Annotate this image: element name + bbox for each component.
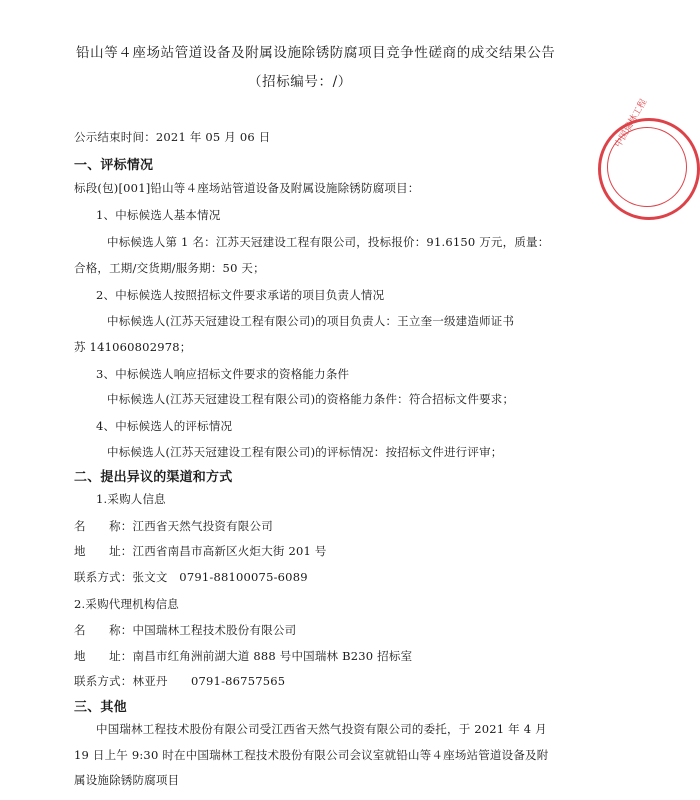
other-body-cont-2: 属设施除锈防腐项目 (74, 773, 180, 787)
company-seal: 中国瑞林工程 (598, 118, 700, 220)
section-2-heading: 二、提出异议的渠道和方式 (74, 470, 233, 485)
item-1-body-cont: 合格，工期/交货期/服务期：50 天； (74, 261, 265, 275)
agent-info-title: 2.采购代理机构信息 (74, 597, 179, 611)
other-body: 中国瑞林工程技术股份有限公司受江西省天然气投资有限公司的委托，于 2021 年 4 月 (96, 722, 547, 736)
buyer-info-title: 1.采购人信息 (96, 492, 166, 506)
agent-contact: 联系方式：林亚丹 0791-86757565 (74, 674, 286, 688)
section-3-heading: 三、其他 (74, 700, 127, 715)
item-2-body-cont: 苏 141060802978； (74, 340, 192, 354)
item-4-body: 中标候选人(江苏天冠建设工程有限公司)的评标情况：按招标文件进行评审； (107, 445, 503, 459)
buyer-name: 名 称：江西省天然气投资有限公司 (74, 519, 273, 533)
item-1-body: 中标候选人第 1 名：江苏天冠建设工程有限公司，投标报价：91.6150 万元，质量： (107, 235, 550, 249)
publicity-end-time: 公示结束时间：2021 年 05 月 06 日 (74, 130, 271, 144)
buyer-address: 地 址：江西省南昌市高新区火炬大街 201 号 (74, 544, 327, 558)
item-2-title: 2、中标候选人按照招标文件要求承诺的项目负责人情况 (96, 288, 385, 302)
item-4-title: 4、中标候选人的评标情况 (96, 419, 233, 433)
section-1-heading: 一、评标情况 (74, 158, 154, 173)
other-body-cont: 19 日上午 9:30 时在中国瑞林工程技术股份有限公司会议室就铅山等４座场站管道设备及附 (74, 748, 549, 762)
agent-address: 地 址：南昌市红角洲前湖大道 888 号中国瑞林 B230 招标室 (74, 649, 413, 663)
buyer-contact: 联系方式：张文文 0791-88100075-6089 (74, 570, 308, 584)
tender-number: （招标编号：/） (248, 74, 352, 90)
lot-intro: 标段(包)[001]铅山等４座场站管道设备及附属设施除锈防腐项目： (74, 181, 420, 195)
agent-name: 名 称：中国瑞林工程技术股份有限公司 (74, 623, 297, 637)
item-1-title: 1、中标候选人基本情况 (96, 208, 221, 222)
item-2-body: 中标候选人(江苏天冠建设工程有限公司)的项目负责人：王立奎一级建造师证书 (107, 314, 515, 328)
announcement-title: 铅山等４座场站管道设备及附属设施除锈防腐项目竞争性磋商的成交结果公告 (76, 45, 556, 61)
item-3-body: 中标候选人(江苏天冠建设工程有限公司)的资格能力条件：符合招标文件要求； (107, 392, 515, 406)
item-3-title: 3、中标候选人响应招标文件要求的资格能力条件 (96, 367, 350, 381)
